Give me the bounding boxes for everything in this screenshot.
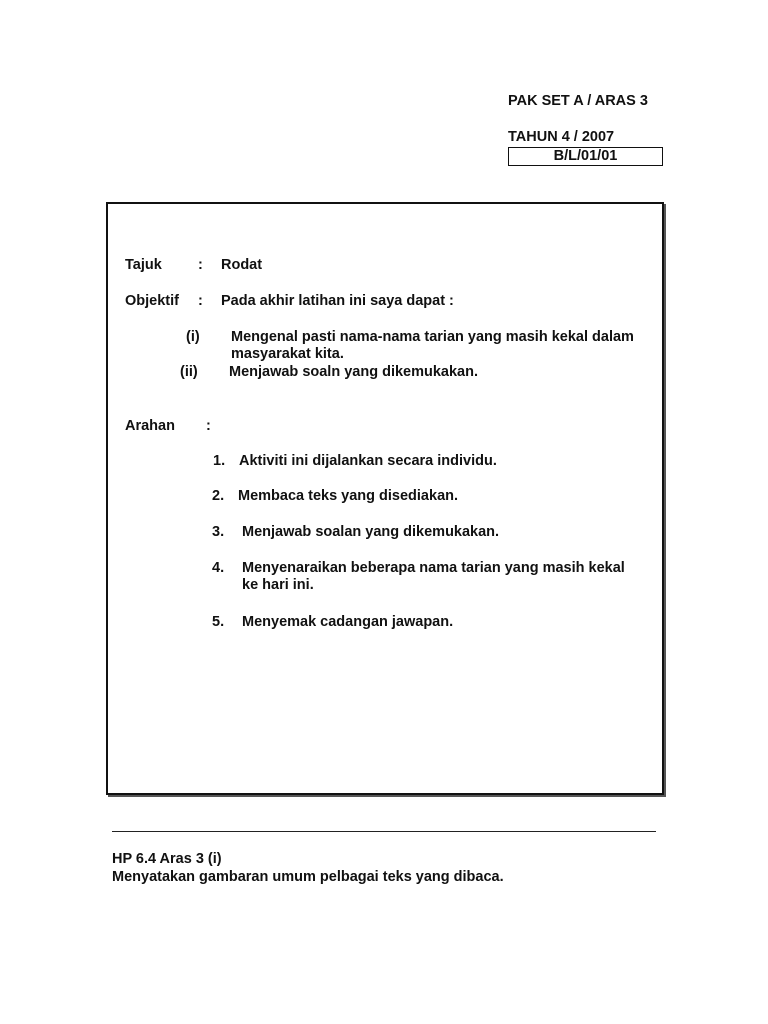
- standard-description: Menyatakan gambaran umum pelbagai teks yang dibaca.: [112, 869, 504, 885]
- instruction-item-text: Aktiviti ini dijalankan secara individu.: [239, 453, 497, 469]
- objective-item-text: Menjawab soaln yang dikemukakan.: [229, 364, 478, 380]
- objective-item-text: Mengenal pasti nama-nama tarian yang masih kekal dalam: [231, 329, 634, 345]
- objective-item-number: (i): [186, 329, 200, 345]
- instructions-label: Arahan: [125, 418, 175, 434]
- objective-item-number: (ii): [180, 364, 198, 380]
- standard-code: HP 6.4 Aras 3 (i): [112, 851, 222, 867]
- topic-value: Rodat: [221, 257, 263, 273]
- objective-label: Objektif: [125, 293, 179, 309]
- objective-item-text-continued: masyarakat kita.: [231, 346, 344, 362]
- instruction-item-text-continued: ke hari ini.: [242, 577, 314, 593]
- topic-label: Tajuk: [125, 257, 162, 273]
- instruction-item-text: Menyenaraikan beberapa nama tarian yang masih kekal: [242, 560, 625, 576]
- instruction-item-text: Menjawab soalan yang dikemukakan.: [242, 524, 500, 540]
- instruction-item-number: 1.: [213, 453, 226, 469]
- code-box: B/L/01/01: [508, 147, 663, 166]
- objective-intro: Pada akhir latihan ini saya dapat :: [221, 293, 454, 309]
- instruction-item-number: 2.: [212, 488, 225, 504]
- instructions-colon: :: [206, 418, 211, 434]
- instruction-item-text: Menyemak cadangan jawapan.: [242, 614, 454, 630]
- objective-colon: :: [198, 293, 203, 309]
- year-label: TAHUN 4 / 2007: [508, 129, 615, 145]
- divider-line: [112, 831, 656, 832]
- instruction-item-text: Membaca teks yang disediakan.: [238, 488, 459, 504]
- instruction-item-number: 4.: [212, 560, 225, 576]
- set-label: PAK SET A / ARAS 3: [508, 93, 648, 109]
- instruction-item-number: 3.: [212, 524, 225, 540]
- topic-colon: :: [198, 257, 203, 273]
- instruction-item-number: 5.: [212, 614, 225, 630]
